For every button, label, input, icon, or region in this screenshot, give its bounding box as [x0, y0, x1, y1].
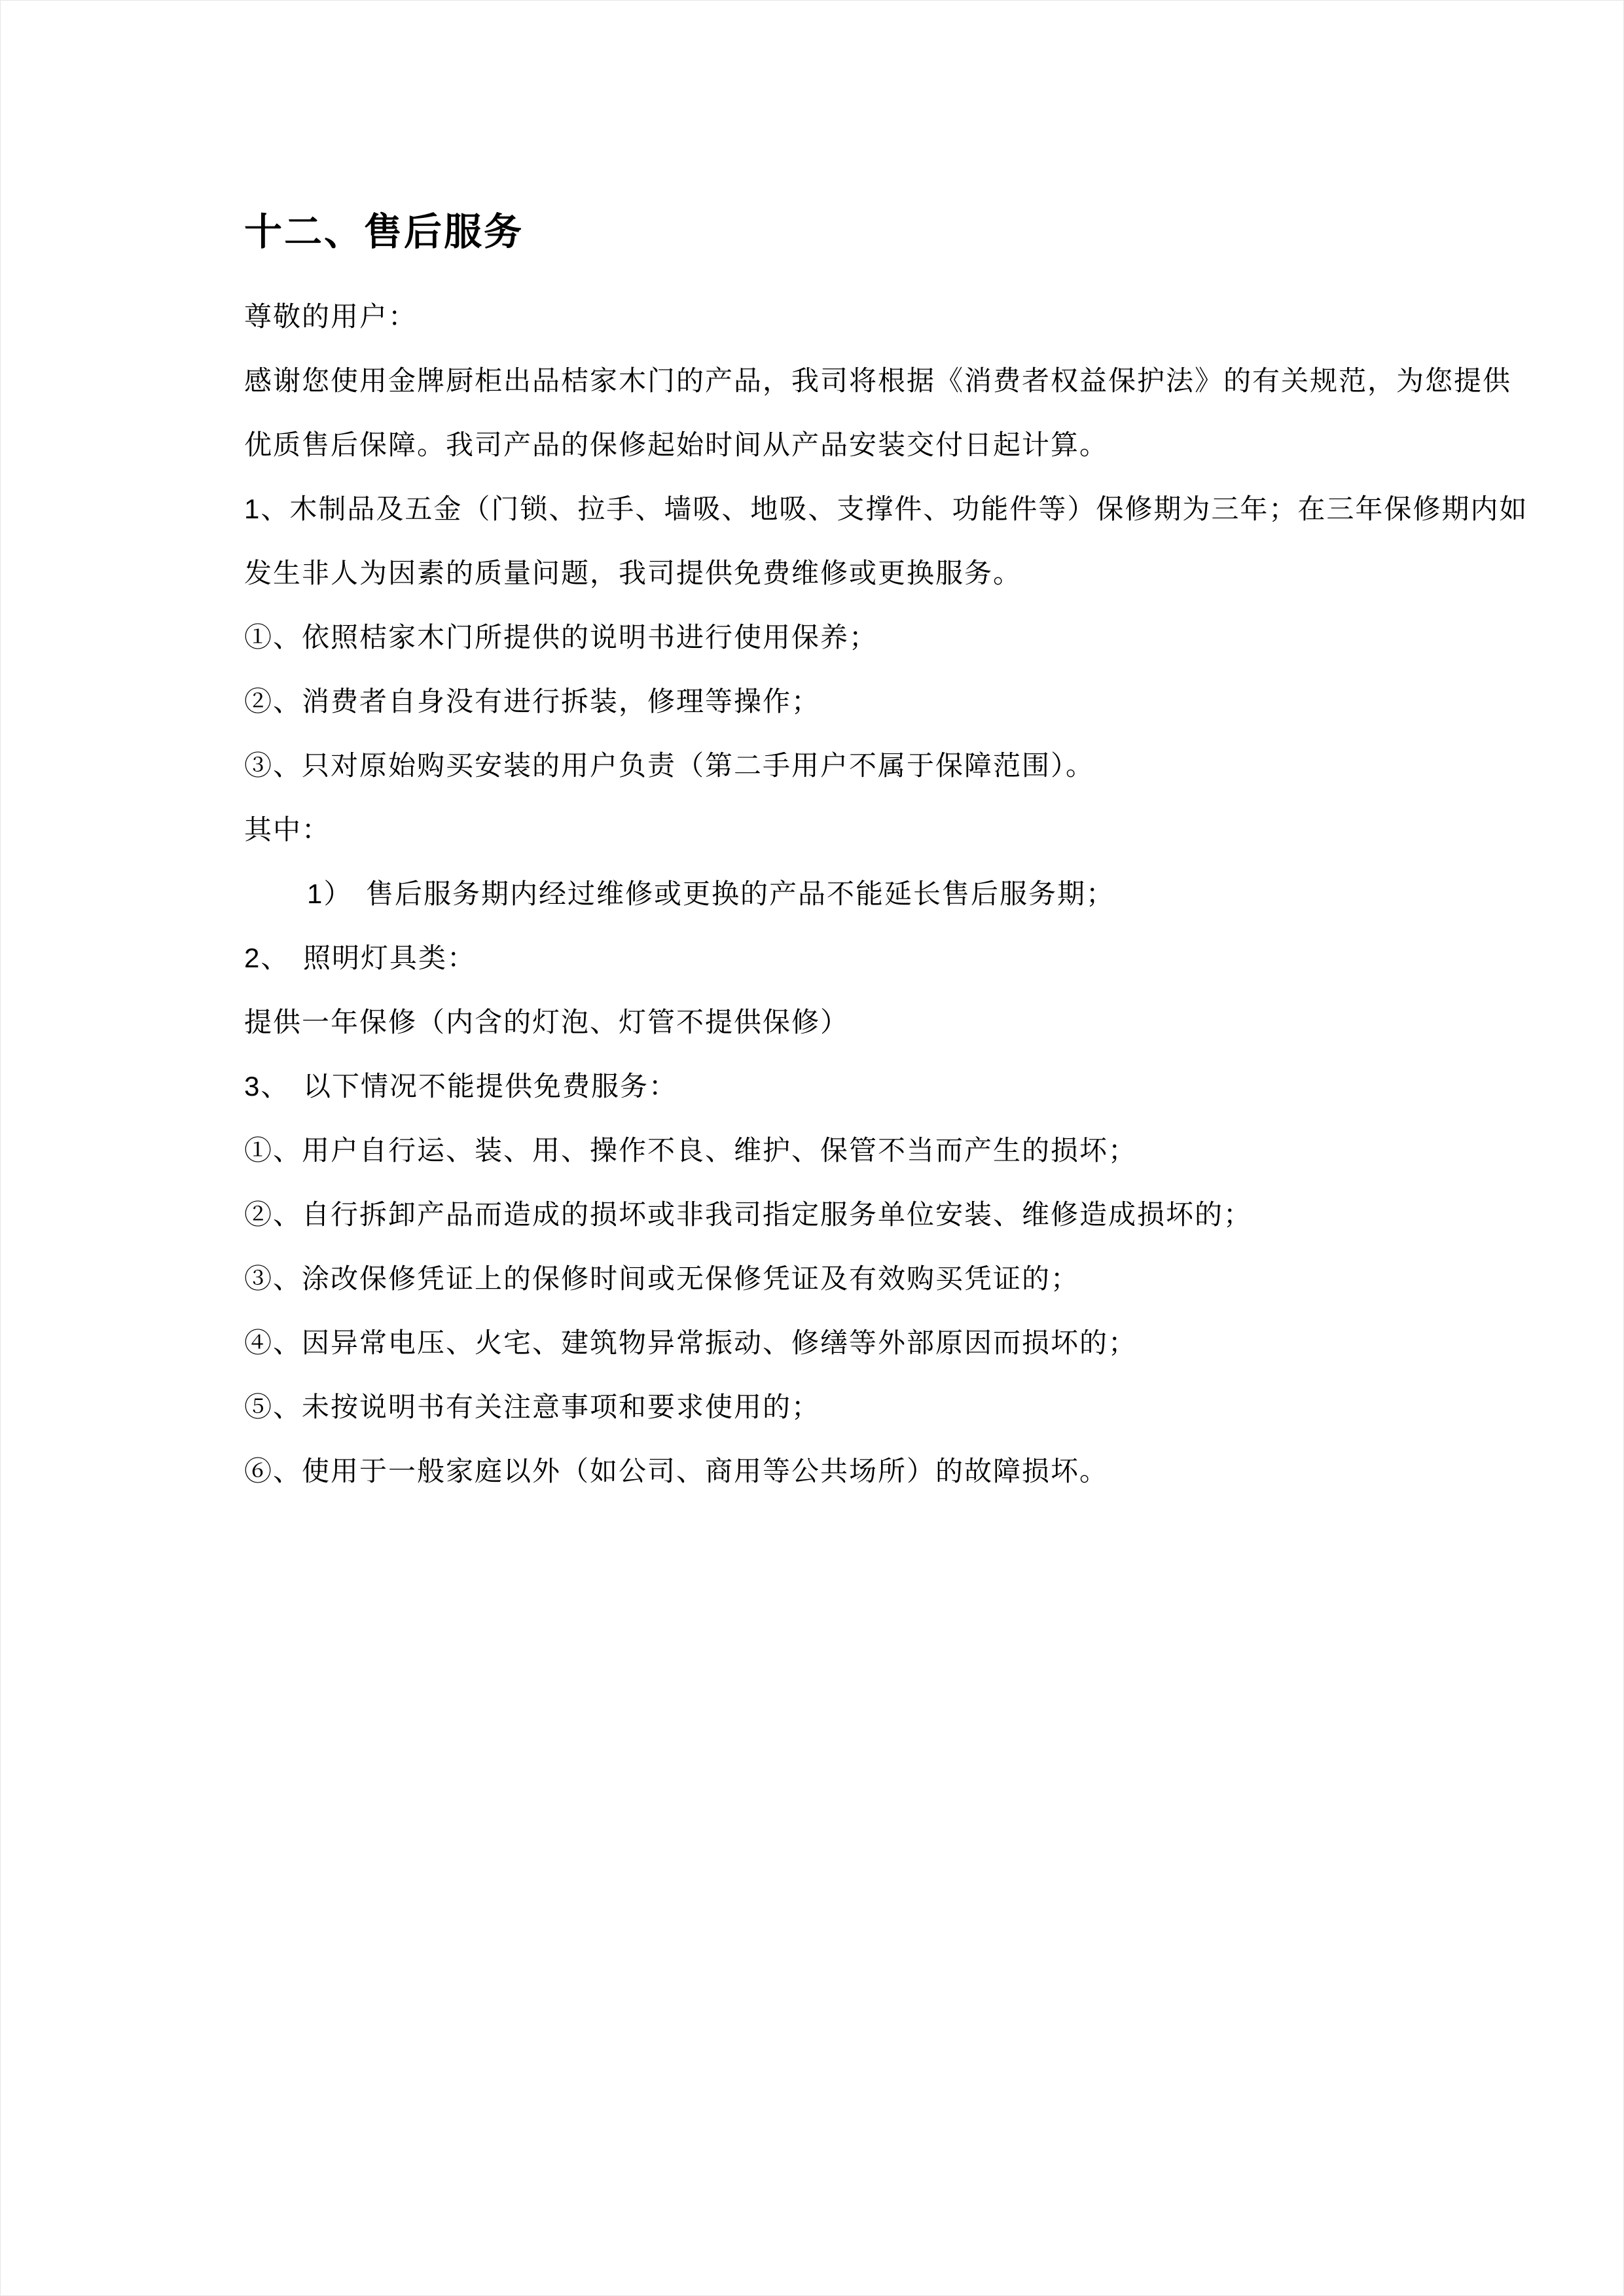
exclusion-6: ⑥、使用于一般家庭以外（如公司、商用等公共场所）的故障损坏。 — [244, 1456, 1109, 1486]
exclusion-3: ③、涂改保修凭证上的保修时间或无保修凭证及有效购买凭证的； — [244, 1263, 1080, 1294]
warranty-condition-3: ③、只对原始购买安装的用户负责（第二手用户不属于保障范围）。 — [244, 750, 1095, 781]
sub-item-1-text: 售后服务期内经过维修或更换的产品不能延长售后服务期； — [366, 878, 1115, 909]
greeting-line: 尊敬的用户： — [244, 301, 418, 332]
warranty-condition-1: ①、依照桔家木门所提供的说明书进行使用保养； — [244, 622, 878, 653]
warranty-clause-1-line-2: 发生非人为因素的质量问题，我司提供免费维修或更换服务。 — [244, 558, 1022, 588]
among-which-label: 其中： — [244, 814, 331, 845]
exclusion-1: ①、用户自行运、装、用、操作不良、维护、保管不当而产生的损坏； — [244, 1135, 1138, 1166]
exclusion-5: ⑤、未按说明书有关注意事项和要求使用的； — [244, 1391, 821, 1422]
warranty-clause-2-text: 照明灯具类： — [303, 942, 477, 973]
section-title: 十二、售后服务 — [244, 211, 524, 253]
warranty-clause-1-line-1: 1、木制品及五金（门锁、拉手、墙吸、地吸、支撑件、功能件等）保修期为三年；在三年保修期内如 — [244, 493, 1528, 524]
warranty-clause-3-text: 以下情况不能提供免费服务： — [303, 1071, 678, 1102]
intro-paragraph-line-1: 感谢您使用金牌厨柜出品桔家木门的产品，我司将根据《消费者权益保护法》的有关规范，为您提供 — [244, 365, 1512, 396]
warranty-clause-3-marker: 3、 — [244, 1071, 290, 1102]
exclusion-4: ④、因异常电压、火宅、建筑物异常振动、修缮等外部原因而损坏的； — [244, 1327, 1138, 1358]
warranty-clause-2-marker: 2、 — [244, 942, 290, 973]
exclusion-2: ②、自行拆卸产品而造成的损坏或非我司指定服务单位安装、维修造成损坏的； — [244, 1199, 1253, 1230]
intro-paragraph-line-2: 优质售后保障。我司产品的保修起始时间从产品安装交付日起计算。 — [244, 429, 1109, 460]
sub-item-1 — [244, 862, 1532, 926]
sub-item-1-marker: 1） — [307, 878, 353, 909]
warranty-condition-2: ②、消费者自身没有进行拆装，修理等操作； — [244, 686, 821, 717]
warranty-clause-2 — [244, 926, 1532, 990]
warranty-clause-2-detail: 提供一年保修（内含的灯泡、灯管不提供保修） — [244, 1007, 850, 1037]
document-body — [244, 207, 1532, 1503]
warranty-clause-3 — [244, 1054, 1532, 1119]
